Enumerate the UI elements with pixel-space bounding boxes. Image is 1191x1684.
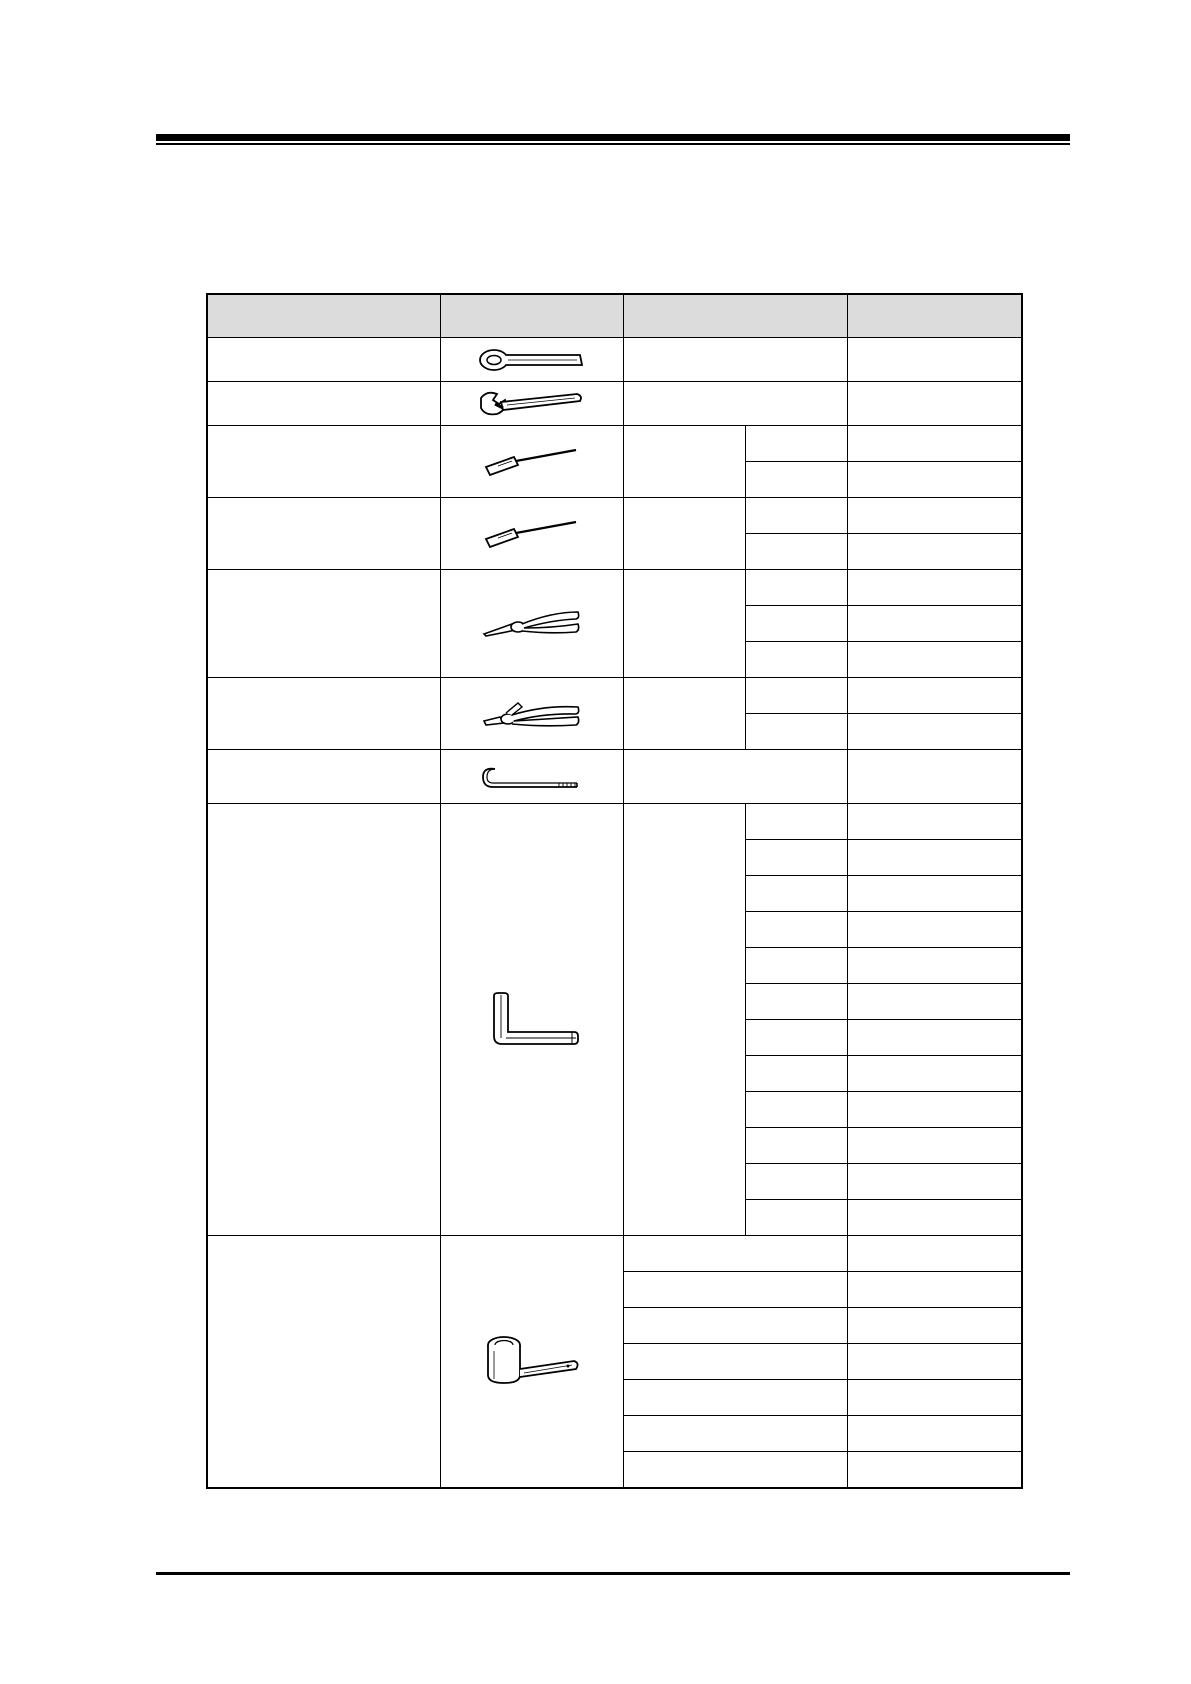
value-cell	[847, 840, 1022, 876]
value-cell	[847, 1056, 1022, 1092]
spec-cell	[623, 1272, 847, 1308]
adjustable-wrench-icon	[477, 388, 587, 420]
value-cell	[847, 642, 1022, 678]
sub-spec-cell	[745, 1092, 847, 1128]
sub-spec-cell	[745, 570, 847, 606]
tool-name-cell	[207, 750, 440, 804]
header-spec	[623, 294, 847, 338]
sub-spec-cell	[745, 642, 847, 678]
value-cell	[847, 1236, 1022, 1272]
sub-spec-cell	[745, 1056, 847, 1092]
sub-spec-cell	[745, 1020, 847, 1056]
table-row	[207, 678, 1022, 714]
spec-cell	[623, 382, 847, 426]
sub-spec-cell	[745, 804, 847, 840]
sub-spec-cell	[745, 948, 847, 984]
table-row	[207, 498, 1022, 534]
pliers-icon	[482, 606, 582, 642]
spec-cell	[623, 1452, 847, 1488]
sub-spec-cell	[745, 714, 847, 750]
sub-spec-cell	[745, 462, 847, 498]
value-cell	[847, 1344, 1022, 1380]
spec-cell	[623, 570, 745, 678]
screwdriver-icon	[482, 519, 582, 549]
header-tool-name	[207, 294, 440, 338]
spec-cell	[623, 1344, 847, 1380]
value-cell	[847, 1380, 1022, 1416]
table-row	[207, 570, 1022, 606]
value-cell	[847, 498, 1022, 534]
sub-spec-cell	[745, 912, 847, 948]
tools-table	[206, 293, 1023, 1489]
spec-cell	[623, 678, 745, 750]
sub-spec-cell	[745, 840, 847, 876]
tool-name-cell	[207, 498, 440, 570]
tool-name-cell	[207, 570, 440, 678]
value-cell	[847, 1272, 1022, 1308]
header-tool-image	[440, 294, 623, 338]
tool-name-cell	[207, 804, 440, 1236]
tool-name-cell	[207, 426, 440, 498]
tool-name-cell	[207, 338, 440, 382]
footer-rule	[156, 1572, 1070, 1575]
hex-key-icon	[482, 992, 582, 1048]
sub-spec-cell	[745, 678, 847, 714]
value-cell	[847, 1200, 1022, 1236]
tool-name-cell	[207, 382, 440, 426]
header-rule-thick	[156, 134, 1070, 141]
sub-spec-cell	[745, 534, 847, 570]
tool-name-cell	[207, 678, 440, 750]
value-cell	[847, 678, 1022, 714]
table-header-row	[207, 294, 1022, 338]
tool-image-cell	[440, 750, 623, 804]
socket-wrench-icon	[482, 1333, 582, 1389]
tool-image-cell	[440, 804, 623, 1236]
sub-spec-cell	[745, 498, 847, 534]
sub-spec-cell	[745, 876, 847, 912]
header-value	[847, 294, 1022, 338]
spec-cell	[623, 1236, 847, 1272]
sub-spec-cell	[745, 1200, 847, 1236]
value-cell	[847, 948, 1022, 984]
sub-spec-cell	[745, 984, 847, 1020]
tool-image-cell	[440, 382, 623, 426]
spec-cell	[623, 1308, 847, 1344]
screwdriver-icon	[482, 447, 582, 477]
tool-image-cell	[440, 678, 623, 750]
value-cell	[847, 876, 1022, 912]
value-cell	[847, 606, 1022, 642]
spec-cell	[623, 1380, 847, 1416]
sub-spec-cell	[745, 606, 847, 642]
value-cell	[847, 1128, 1022, 1164]
table-row	[207, 426, 1022, 462]
sub-spec-cell	[745, 426, 847, 462]
value-cell	[847, 1452, 1022, 1488]
table-row	[207, 804, 1022, 840]
table-row	[207, 1236, 1022, 1272]
snap-ring-pliers-icon	[482, 697, 582, 731]
value-cell	[847, 570, 1022, 606]
value-cell	[847, 1020, 1022, 1056]
value-cell	[847, 912, 1022, 948]
tool-image-cell	[440, 570, 623, 678]
value-cell	[847, 338, 1022, 382]
value-cell	[847, 534, 1022, 570]
value-cell	[847, 984, 1022, 1020]
box-wrench-icon	[477, 346, 587, 374]
tool-image-cell	[440, 498, 623, 570]
spec-cell	[623, 804, 745, 1236]
table-row	[207, 750, 1022, 804]
header-rule-thin	[156, 143, 1070, 145]
spec-cell	[623, 338, 847, 382]
spec-cell	[623, 1416, 847, 1452]
table-row	[207, 338, 1022, 382]
value-cell	[847, 714, 1022, 750]
table-row	[207, 382, 1022, 426]
value-cell	[847, 426, 1022, 462]
tool-image-cell	[440, 338, 623, 382]
spec-cell	[623, 498, 745, 570]
tool-name-cell	[207, 1236, 440, 1488]
value-cell	[847, 1092, 1022, 1128]
sub-spec-cell	[745, 1164, 847, 1200]
value-cell	[847, 1416, 1022, 1452]
value-cell	[847, 1308, 1022, 1344]
spec-cell	[623, 750, 847, 804]
hook-tool-icon	[477, 763, 587, 791]
tool-image-cell	[440, 426, 623, 498]
value-cell	[847, 462, 1022, 498]
value-cell	[847, 750, 1022, 804]
tool-image-cell	[440, 1236, 623, 1488]
value-cell	[847, 804, 1022, 840]
spec-cell	[623, 426, 745, 498]
sub-spec-cell	[745, 1128, 847, 1164]
value-cell	[847, 382, 1022, 426]
value-cell	[847, 1164, 1022, 1200]
